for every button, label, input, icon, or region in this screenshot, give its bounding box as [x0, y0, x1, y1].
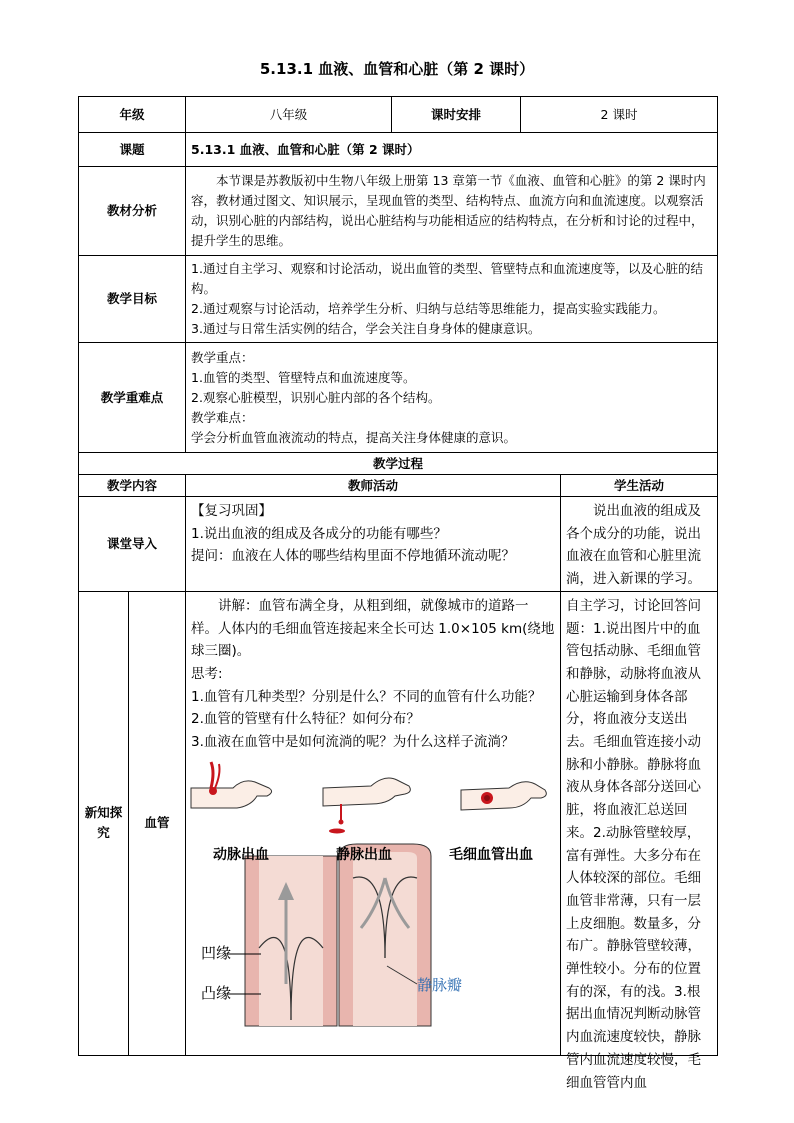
figure-caption-arterial: 动脉出血 — [213, 846, 270, 863]
figure-caption-venous: 静脉出血 — [336, 846, 393, 863]
goal-item: 2.通过观察与讨论活动，培养学生分析、归纳与总结等思维能力，提高实验实践能力。 — [191, 301, 666, 316]
keypoints-label: 教学重难点 — [79, 343, 186, 453]
intro-student-cell: 说出血液的组成及各个成分的功能，说出血液在血管和心脏里流淌，进入新课的学习。 — [561, 497, 718, 592]
goals-label: 教学目标 — [79, 256, 186, 343]
goal-item: 3.通过与日常生活实例的结合，学会关注自身身体的健康意识。 — [191, 321, 541, 336]
think-question: 2.血管的管壁有什么特征？如何分布？ — [191, 711, 420, 728]
goals-cell — [186, 256, 718, 343]
topic-value: 5.13.1 血液、血管和心脏（第 2 课时） — [186, 133, 718, 167]
lesson-plan-table — [78, 96, 718, 1091]
analysis-text: 本节课是苏教版初中生物八年级上册第 13 章第一节《血液、血管和心脏》的第 2 课时内容，教材通过图文、知识展示，呈现血管的类型、结构特点、血流方向和血流速度。以观察活动，识别心脏的内部结构，说出心脏结构与功能相适应的结构特点，在分析和讨论的过程中，提升学生的思维。 — [191, 173, 706, 248]
label-venous-valve: 静脉瓣 — [417, 975, 463, 994]
keypoints-row — [79, 343, 718, 453]
keypoints-line: 学会分析血管血液流动的特点，提高关注身体健康的意识。 — [191, 429, 517, 445]
col-teacher-header: 教师活动 — [186, 475, 561, 497]
explore-student-text: 自主学习，讨论回答问题：1.说出图片中的血管包括动脉、毛细血管和静脉，动脉将血液从心脏运输到身体各部分，将血液分支送出去。毛细血管连接小动脉和小静脉。静脉将血液从身体各部分送回心脏，将血液汇总送回来。2.动脉管壁较厚，富有弹性。大多分布在人体较深的部位。毛细血管非常薄，只有一层上皮细胞。数量多，分布广。静脉管壁较薄，弹性较小。分布的位置有的深，有的浅。3.根据出血情况判断动脉管内血流速度较快，静脉管内血流速度较慢，毛细血管管内血 — [566, 597, 702, 1091]
intro-label: 课堂导入 — [79, 497, 186, 592]
analysis-row — [79, 167, 718, 256]
explore-student-cell — [561, 591, 718, 1091]
vein-valve-cross-section-left — [227, 856, 337, 1026]
intro-teacher-line: 1.说出血液的组成及各成分的功能有哪些？ — [191, 525, 447, 542]
topic-row — [79, 133, 718, 167]
goals-row — [79, 256, 718, 343]
think-question: 1.血管有几种类型？分别是什么？不同的血管有什么功能？ — [191, 688, 542, 705]
vein-valve-cross-section-right — [339, 844, 431, 1026]
col-content-header: 教学内容 — [79, 475, 186, 497]
grade-label: 年级 — [79, 97, 186, 133]
process-title-row — [79, 453, 718, 475]
venous-bleeding-arm-icon — [323, 778, 410, 834]
think-label: 思考: — [191, 665, 223, 682]
schedule-value: 2 课时 — [521, 97, 718, 133]
process-columns-row — [79, 475, 718, 497]
keypoints-line: 2.观察心脏模型，识别心脏内部的各个结构。 — [191, 389, 441, 405]
arterial-bleeding-arm-icon — [191, 762, 272, 808]
col-student-header: 学生活动 — [561, 475, 718, 497]
vessel-illustration — [191, 758, 551, 1016]
label-concave-edge: 凹缘 — [201, 943, 232, 962]
keypoints-line: 教学重点： — [191, 349, 254, 365]
keypoints-line: 1.血管的类型、管壁特点和血流速度等。 — [191, 369, 416, 385]
schedule-label: 课时安排 — [392, 97, 521, 133]
label-convex-edge: 凸缘 — [201, 983, 232, 1002]
explore-teacher-cell — [186, 591, 561, 1055]
explore-row — [79, 591, 718, 1055]
analysis-label: 教材分析 — [79, 167, 186, 256]
explore-label: 新知探究 — [79, 591, 129, 1055]
page-title: 5.13.1 血液、血管和心脏（第 2 课时） — [259, 60, 535, 78]
analysis-cell — [186, 167, 718, 256]
intro-teacher-line: 提问：血液在人体的哪些结构里面不停地循环流动呢？ — [191, 548, 516, 565]
keypoints-line: 教学难点： — [191, 409, 254, 425]
goal-item: 1.通过自主学习、观察和讨论活动，说出血管的类型、管壁特点和血流速度等，以及心脏的结构。 — [191, 261, 703, 296]
grade-value: 八年级 — [186, 97, 392, 133]
think-question: 3.血液在血管中是如何流淌的呢？为什么这样子流淌？ — [191, 734, 515, 751]
explore-sublabel: 血管 — [129, 591, 186, 1055]
explore-intro-text: 讲解：血管布满全身，从粗到细，就像城市的道路一样。人体内的毛细血管连接起来全长可达 1.0×105 km(绕地球三圈)。 — [191, 597, 555, 660]
topic-label: 课题 — [79, 133, 186, 167]
keypoints-cell — [186, 343, 718, 453]
intro-teacher-cell — [186, 497, 561, 592]
process-title: 教学过程 — [79, 453, 718, 475]
figure-caption-capillary: 毛细血管出血 — [449, 846, 534, 863]
capillary-bleeding-arm-icon — [461, 781, 546, 809]
header-row — [79, 97, 718, 133]
bleeding-vessel-figure — [191, 758, 555, 1016]
intro-teacher-line: 【复习巩固】 — [191, 503, 273, 519]
intro-row — [79, 497, 718, 592]
